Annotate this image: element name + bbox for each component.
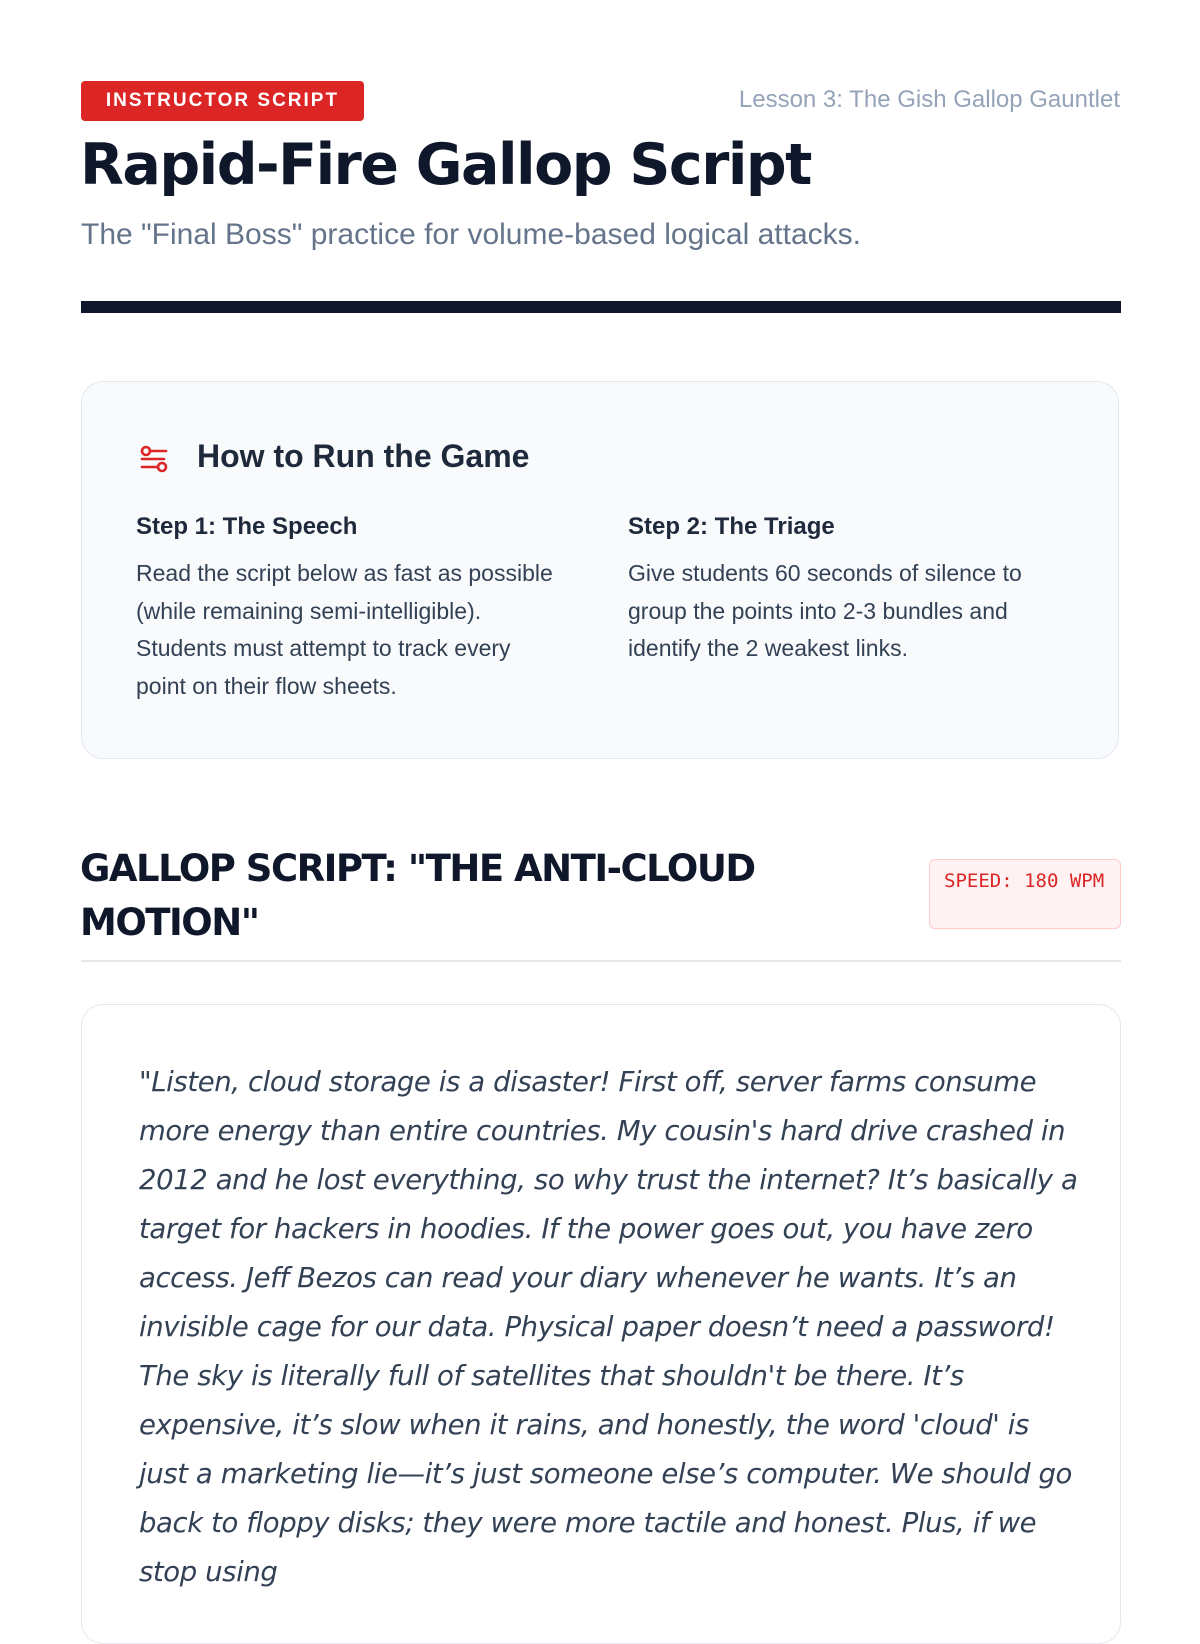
lesson-label: Lesson 3: The Gish Gallop Gauntlet <box>738 86 1120 113</box>
step-2-title: Step 2: The Triage <box>628 513 835 540</box>
step-1-body: Read the script below as fast as possible (while remaining semi-intelligible). Students must attempt to track every point on their flow sheets. <box>136 560 553 699</box>
section-divider <box>81 960 1121 962</box>
step-2 <box>628 513 1058 668</box>
step-1-title: Step 1: The Speech <box>136 513 358 540</box>
instructor-script-badge: INSTRUCTOR SCRIPT <box>81 81 364 121</box>
step-1 <box>136 513 566 705</box>
how-to-title: How to Run the Game <box>197 438 530 474</box>
sliders-icon <box>138 443 170 475</box>
speed-badge: SPEED: 180 WPM <box>929 859 1121 929</box>
gallop-script-title: GALLOP SCRIPT: "THE ANTI-CLOUD MOTION" <box>80 847 755 944</box>
step-2-body: Give students 60 seconds of silence to group the points into 2-3 bundles and identify the 2 weakest links. <box>628 560 1022 661</box>
header-divider <box>81 301 1121 313</box>
script-text: "Listen, cloud storage is a disaster! First off, server farms consume more energy than entire countries. My cousin's hard drive crashed in 2012 and he lost everything, so why trust the internet? It’s basically a target for hackers in hoodies. If the power goes out, you have zero access. Jeff Bezos can read your diary whenever he wants. It’s an invisible cage for our data. Physical paper doesn’t need a password! The sky is literally full of satellites that shouldn't be there. It’s expensive, it’s slow when it rains, and honestly, the word 'cloud' is just a marketing lie—it’s just someone else’s computer. We should go back to floppy disks; they were more tactile and honest. Plus, if we stop using <box>139 1066 1078 1588</box>
script-card <box>81 1004 1121 1644</box>
how-to-card <box>81 381 1119 759</box>
page-subtitle: The "Final Boss" practice for volume-based logical attacks. <box>81 218 861 251</box>
page-title: Rapid-Fire Gallop Script <box>80 132 811 198</box>
